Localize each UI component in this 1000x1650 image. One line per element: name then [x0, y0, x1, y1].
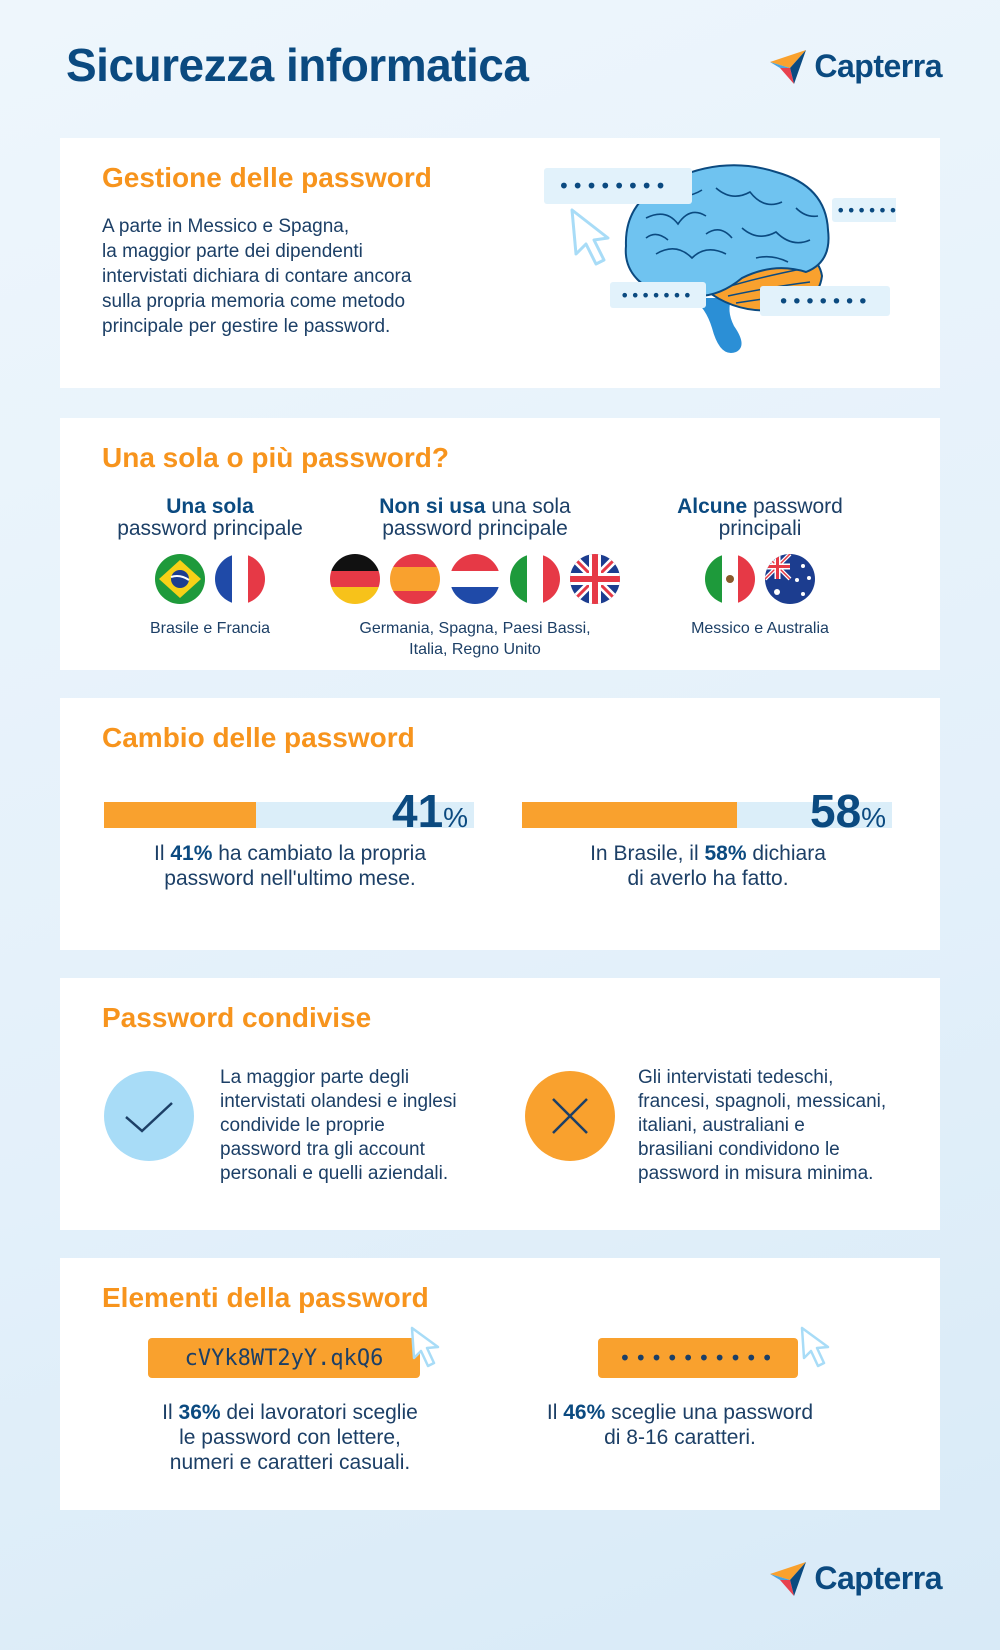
cursor-icon	[572, 210, 608, 264]
germany-flag-icon	[330, 554, 380, 604]
brain-illustration	[506, 158, 896, 368]
cross-icon	[525, 1071, 615, 1161]
group-countries: Brasile e Francia	[149, 620, 271, 637]
section-heading: Elementi della password	[102, 1282, 429, 1313]
group-title: Una sola	[166, 495, 254, 518]
uk-flag-icon	[570, 554, 620, 604]
stat-number: 58%	[810, 785, 887, 837]
brazil-flag-icon	[155, 554, 205, 604]
capterra-wordmark: Capterra	[814, 1559, 942, 1596]
stat-caption: In Brasile, il 58% dichiara di averlo ha fatto.	[590, 842, 826, 890]
group-some	[640, 496, 880, 639]
cross-circle	[525, 1071, 615, 1161]
stat-caption: Il 41% ha cambiato la propria password nell'ultimo mese.	[154, 842, 426, 890]
password-field-text: ••••••••	[558, 174, 669, 198]
section-heading: Gestione delle password	[102, 162, 432, 193]
australia-flag-icon	[765, 554, 815, 604]
group-title: Non si usa una sola	[379, 495, 571, 518]
intro-line: sulla propria memoria come metodo	[102, 291, 406, 312]
capterra-arrow-icon	[768, 1558, 808, 1598]
element-caption: Il 36% dei lavoratori sceglie le password con lettere, numeri e caratteri casuali.	[162, 1401, 418, 1474]
element-caption: Il 46% sceglie una password di 8-16 caratteri.	[546, 1401, 814, 1449]
mexico-flag-icon	[705, 554, 755, 604]
flag-row	[90, 554, 330, 604]
checkmark-circle	[104, 1071, 194, 1161]
intro-text	[102, 214, 462, 339]
netherlands-flag-icon	[450, 554, 500, 604]
progress-fill	[104, 802, 256, 828]
group-title-line2: password principale	[382, 517, 568, 540]
shared-yes-text: La maggior parte degli intervistati olandesi e inglesi condivide le proprie password tra gli account personali e quelli aziendali.	[220, 1067, 457, 1184]
group-single	[90, 496, 330, 639]
card-password-change	[60, 698, 940, 950]
flag-row	[640, 554, 880, 604]
shared-no-text: Gli intervistati tedeschi, francesi, spagnoli, messicani, italiani, australiani e brasiliani condividono le password in misura minima.	[638, 1067, 887, 1184]
italy-flag-icon	[510, 554, 560, 604]
capterra-logo	[768, 46, 942, 86]
card-shared-passwords	[60, 978, 940, 1230]
group-not-single	[330, 496, 620, 660]
stat-number: 41%	[392, 785, 469, 837]
capterra-logo-footer	[768, 1558, 942, 1598]
dotted-password-field: ••••••••••	[598, 1338, 798, 1378]
spain-flag-icon	[390, 554, 440, 604]
group-countries: Germania, Spagna, Paesi Bassi, Italia, Regno Unito	[359, 620, 591, 658]
group-title: Alcune password	[677, 495, 843, 518]
cursor-icon	[408, 1326, 442, 1370]
progress-fill	[522, 802, 737, 828]
section-heading: Password condivise	[102, 1002, 372, 1033]
card-single-password	[60, 418, 940, 670]
password-field-text: •••••••	[778, 291, 871, 313]
card-password-management	[60, 138, 940, 388]
page-title: Sicurezza informatica	[66, 39, 529, 91]
intro-line: la maggior parte dei dipendenti	[102, 241, 363, 262]
section-heading: Una sola o più password?	[102, 442, 449, 473]
section-heading: Cambio delle password	[102, 722, 415, 753]
random-password-field: cVYk8WT2yY.qkQ6	[148, 1338, 420, 1378]
checkmark-icon	[104, 1071, 194, 1161]
capterra-wordmark: Capterra	[814, 47, 942, 84]
intro-line: principale per gestire le password.	[102, 316, 391, 337]
password-field-text: ••••••	[836, 201, 896, 220]
intro-line: intervistati dichiara di contare ancora	[102, 266, 412, 287]
group-title-line2: principali	[718, 517, 802, 540]
password-field-text: •••••••	[620, 286, 694, 305]
card-password-elements	[60, 1258, 940, 1510]
group-countries: Messico e Australia	[691, 620, 829, 637]
france-flag-icon	[215, 554, 265, 604]
capterra-arrow-icon	[768, 46, 808, 86]
intro-line: A parte in Messico e Spagna,	[102, 216, 350, 237]
group-title-line2: password principale	[117, 517, 303, 540]
brain-icon	[506, 158, 896, 368]
flag-row	[330, 554, 620, 604]
cursor-icon	[798, 1326, 832, 1370]
